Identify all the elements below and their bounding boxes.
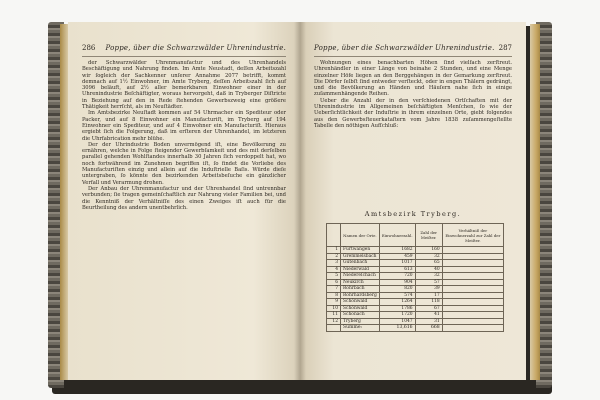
right-page <box>300 22 526 380</box>
table-header: Zahl der Meiſter. <box>415 224 442 247</box>
section-heading: Amtsbezirk Tryberg. <box>364 210 462 218</box>
page-number-left: 286 <box>82 44 96 52</box>
table-cell: 40 <box>415 266 442 273</box>
table-body <box>327 247 504 325</box>
table-cell: 10 <box>327 305 341 312</box>
table-cell: 1017 <box>379 260 415 267</box>
table-cell: 904 <box>379 279 415 286</box>
table-cell: 39 <box>415 286 442 293</box>
table-cell: 1047 <box>379 318 415 325</box>
total-population: 13,616 <box>379 325 415 332</box>
table-cell: Rohrbach <box>341 286 380 293</box>
page-number-right: 287 <box>498 44 512 52</box>
table-header: Einwohnerzahl. <box>379 224 415 247</box>
table-cell: 118 <box>415 299 442 306</box>
paragraph: Wohnungen eines benachbarten Höhen ſind vielfach zerſtreut. Uhrenhändler in einer Länge von beinahe 2 Stunden, und eine Menge einzelner Höfe liegen an den Berggehängen in der Gemarkung zerſtreut. Die Dörfer ſelbſt ſind entweder verſteckt, oder in engen Thälern gedrängt, und die Bevölkerung an Händen und Häuſern nahe ſich in einige zuſammenhängende Reihen. <box>314 60 512 98</box>
table-cell: 820 <box>379 286 415 293</box>
table-cell: Schönwald <box>341 299 380 306</box>
table-cell: 67 <box>415 305 442 312</box>
table-cell: 1264 <box>379 299 415 306</box>
paragraph: Der der Uhrindustrie Boden unvermögend iſt, eine Bevölkerung zu ernähren, welche in Folge ſteigender Gewerbſamkeit und des mit derſelben parallel gehenden Wohlſtandes innerhalb 30 Jahren ſich verdoppelt hat, wo noch fortwährend im Zunehmen begriffen iſt, ſo findet die Vorliebe des Manufacturiſten einzig und allein auf die Induſtrielle Baſis. Würde dieſe untergraben, ſo könnte den bezirkenden Arbeitsbeſuche ein gänzlicher Verfall und Verarmung drohen. <box>82 141 286 186</box>
table-cell: 3 <box>327 260 341 267</box>
table-cell: 9 <box>327 299 341 306</box>
book-gutter <box>294 22 306 380</box>
table-cell: Gremmelsbach <box>341 253 380 260</box>
table-cell: 32 <box>415 273 442 280</box>
table-cell: 17 <box>415 292 442 299</box>
table-cell: Schönwald <box>341 305 380 312</box>
table-cell: 1 <box>327 247 341 254</box>
table-cell: Neukirch <box>341 279 380 286</box>
table-cell: 4 <box>327 266 341 273</box>
table-cell: 574 <box>379 292 415 299</box>
paragraph: Im Amtsbezirke Neuſtadt kommen auf 54 Uhrmacher ein Spediteur oder Packer, und auf 8 Einwohner ein Manufacturiſt, im Tryberg auf 194 Einwohner ein Spediteur, und auf 4 Einwohner ein Manufacturiſt. Hieraus ergiebt ſich die Folgerung, daß im erſteren der Uhrenhandel, im letzteren die Uhrfabrication mehr blühe. <box>82 110 286 142</box>
paragraph: der Schwarzwälder Uhrenmanufactur und des Uhrenhandels Beschäftigung und Nahrung finden. Im Amte Neustadt, deſſen Arbeitszahl wir ſogleich der Sachkenner unſerer Annahme 2077 betrifft, kommt demnach auf 1½ Einwohner, im Amte Tryberg, deſſen Arbeitszahl ſich auf 3096 beläuft, auf 2½ aller bemerkbaren Einwohner einer in der Uhrenindustrie Beſchäftigter, woraus hervorgeht, daß in Tryberger Diſtricte in Beziehung auf den in Rede ſtehenden Gewerbszweig eine größere Thätigkeit herrſcht, als im Neuſtädter. <box>82 60 286 111</box>
table-cell: 41 <box>415 312 442 319</box>
table-cell: 613 <box>379 266 415 273</box>
running-title-left: Poppe, über die Schwarzwälder Uhrenindustrie. <box>105 44 286 52</box>
total-label: Summe: <box>341 325 380 332</box>
page-edges-left <box>60 24 68 380</box>
table-header: Verhältniß der Einwohnerzahl zur Zahl der Meiſter. <box>442 224 503 247</box>
population-table <box>326 223 504 332</box>
running-title-right: Poppe, über die Schwarzwälder Uhrenindustrie. <box>314 44 495 52</box>
right-body-text <box>314 60 512 129</box>
page-edges-right <box>530 24 540 380</box>
table-cell: 720 <box>379 273 415 280</box>
open-book <box>48 18 552 390</box>
table-total-row <box>327 325 504 332</box>
paragraph: Ueber die Anzahl der in den verſchiedenen Ortſchaften mit der Uhrenindustrie im Allgemeinen beſchäftigten Menſchen, ſo wie der Ueberſichtlichkeit der Induſtrie in ihrem einzelnen Orte, giebt folgendes aus den Gewerbsſteuerkataſtern vom Jahre 1838 zuſammengeſtellte Tabelle den nöthigen Aufſchluß: <box>314 97 512 129</box>
table-cell: 8 <box>327 292 341 299</box>
table-cell: 459 <box>379 253 415 260</box>
table-cell: Niedereſchach <box>341 273 380 280</box>
right-running-head <box>314 44 512 57</box>
left-running-head <box>82 44 286 57</box>
table-cell: 11 <box>327 312 341 319</box>
table-cell: 6 <box>327 279 341 286</box>
left-body-text <box>82 60 286 211</box>
table-cell: Tryberg <box>341 318 380 325</box>
table-cell: 1720 <box>379 312 415 319</box>
table-cell: 57 <box>415 279 442 286</box>
table-cell: 1786 <box>379 305 415 312</box>
left-page <box>68 22 300 380</box>
table-cell: 7 <box>327 286 341 293</box>
table-cell: 65 <box>415 260 442 267</box>
table-cell: 12 <box>327 318 341 325</box>
total-masters: 668 <box>415 325 442 332</box>
table-header: Namen der Orte. <box>341 224 380 247</box>
table-cell: 2 <box>327 253 341 260</box>
table-cell: 31 <box>415 318 442 325</box>
table-header-row <box>327 224 504 247</box>
table-cell: Gütenbach <box>341 260 380 267</box>
table-cell: 5 <box>327 273 341 280</box>
table-cell: Furtwangen <box>341 247 380 254</box>
table-cell: 32 <box>415 253 442 260</box>
table-cell: Niederwald <box>341 266 380 273</box>
table-cell: 1682 <box>379 247 415 254</box>
table-cell: 160 <box>415 247 442 254</box>
table-cell: Schonach <box>341 312 380 319</box>
paragraph: Der Anbau der Uhrenmanufactur und der Uhrenhandel ſind untrennbar verbunden; ſie tragen gemeinſchaftlich zur Nahrung vieler Familien bei, und die Kenntniß der Verhältniſſe des einen Zweiges iſt auch für die Beurtheilung des andern unentbehrlich. <box>82 185 286 211</box>
table-header <box>327 224 341 247</box>
table-cell: Rohrhardsberg <box>341 292 380 299</box>
